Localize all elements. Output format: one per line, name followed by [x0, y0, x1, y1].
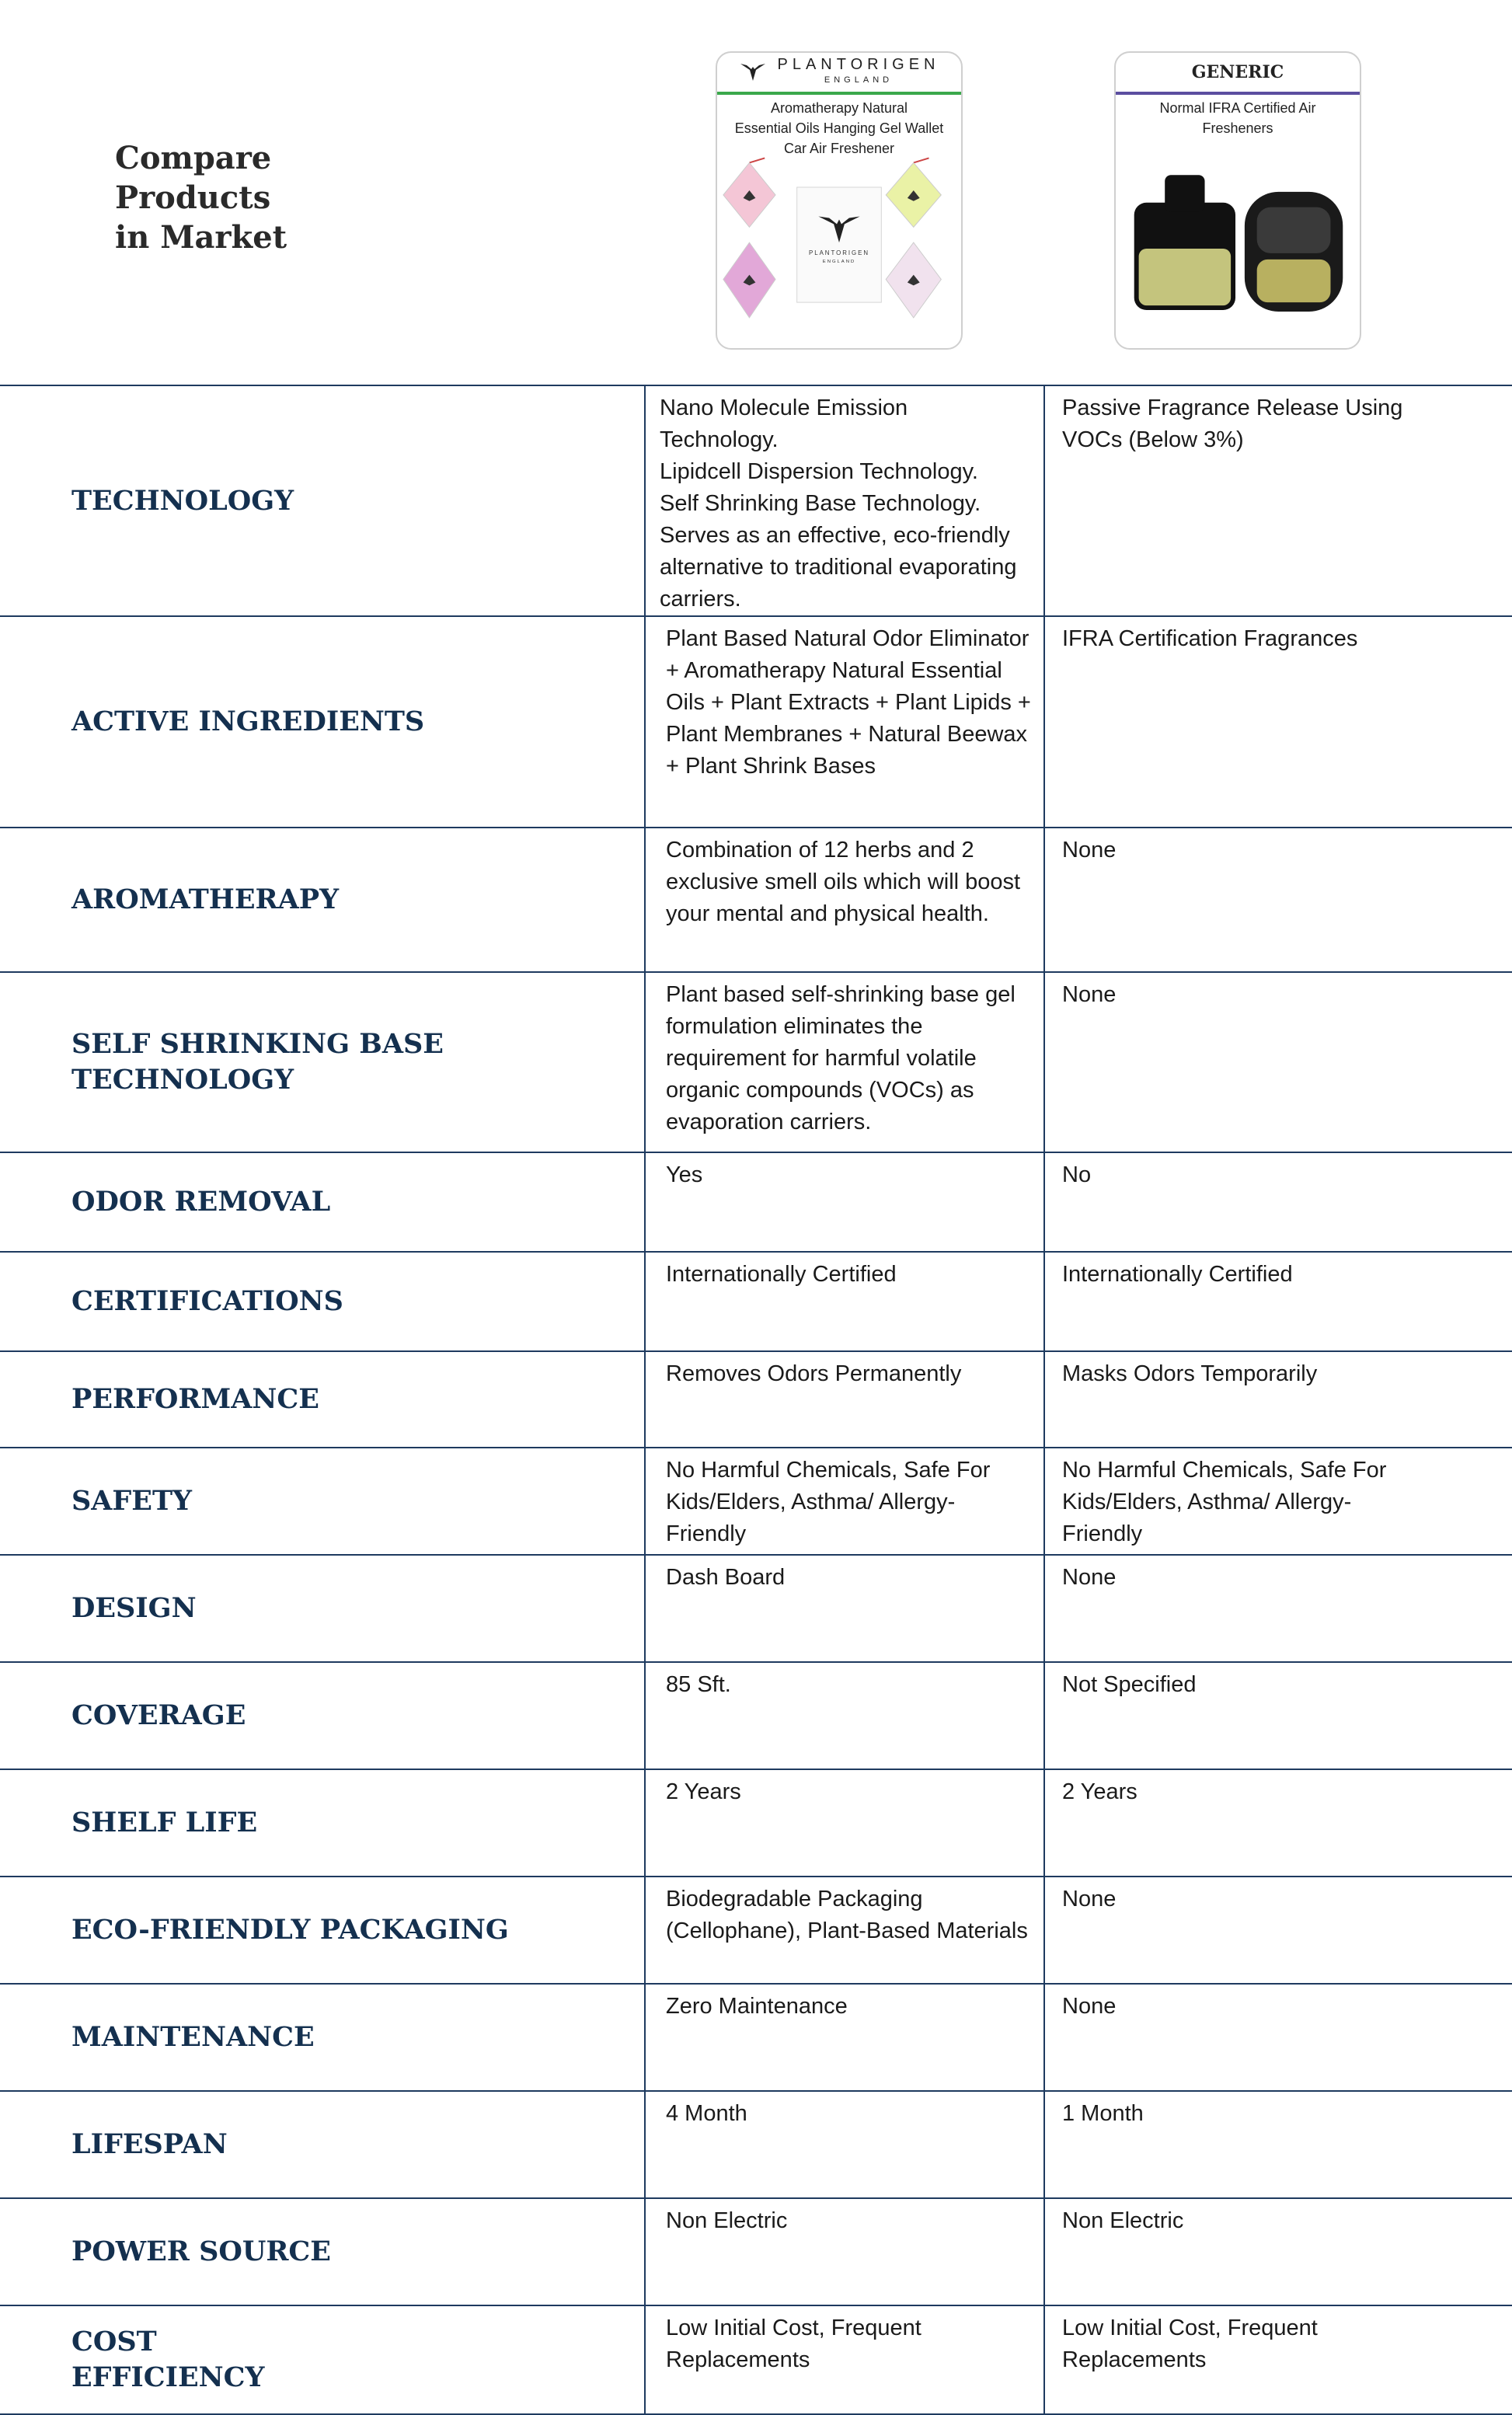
feature-label: ODOR REMOVAL	[0, 1152, 645, 1252]
table-row	[0, 1555, 1512, 1662]
plantorigen-brand-name: PLANTORIGEN	[777, 56, 940, 73]
generic-value: Low Initial Cost, Frequent Replacements	[1062, 2316, 1318, 2372]
generic-value: None	[1062, 1887, 1117, 1911]
generic-cell	[1044, 1984, 1512, 2091]
generic-value: IFRA Certification Fragrances	[1062, 626, 1358, 651]
plantorigen-product-card	[716, 51, 963, 350]
table-row	[0, 828, 1512, 972]
feature-label: ACTIVE INGREDIENTS	[0, 616, 645, 828]
car-diffuser-bottle-icon	[1134, 175, 1235, 310]
feature-label: CERTIFICATIONS	[0, 1252, 645, 1351]
plantorigen-value: Plant based self-shrinking base gel formulation eliminates the requirement for harmful volatile organic compounds (VOCs) as evaporation carriers.	[666, 982, 1016, 1134]
plantorigen-card-header	[717, 53, 961, 95]
plantorigen-brand-sub: ENGLAND	[824, 75, 894, 85]
plantorigen-cell	[645, 972, 1044, 1152]
plantorigen-value: Biodegradable Packaging (Cellophane), Plant-Based Materials	[666, 1887, 1028, 1943]
plantorigen-brand	[778, 57, 940, 88]
table-row	[0, 2198, 1512, 2305]
generic-value: None	[1062, 982, 1117, 1007]
plantorigen-value: Dash Board	[666, 1565, 786, 1590]
feature-label: COVERAGE	[0, 1662, 645, 1769]
page-title: Compare Products in Market	[115, 140, 287, 256]
hanging-gel-sachet-white-icon	[886, 242, 941, 318]
eagle-logo-icon	[739, 62, 767, 82]
plantorigen-value: Yes	[666, 1162, 703, 1187]
plantorigen-product-image	[717, 155, 961, 342]
plantorigen-value: 85 Sft.	[666, 1672, 731, 1697]
generic-cell	[1044, 385, 1512, 616]
plantorigen-value: 2 Years	[666, 1779, 741, 1804]
package-brand: PLANTORIGEN	[808, 249, 870, 256]
comparison-header	[0, 0, 1512, 384]
plantorigen-value: Zero Maintenance	[666, 1994, 848, 2019]
plantorigen-cell	[645, 1152, 1044, 1252]
plantorigen-cell	[645, 1984, 1044, 2091]
plantorigen-value: Non Electric	[666, 2208, 788, 2233]
plantorigen-cell	[645, 385, 1044, 616]
table-row	[0, 1769, 1512, 1877]
plantorigen-value: No Harmful Chemicals, Safe For Kids/Elders, Asthma/ Allergy- Friendly	[666, 1458, 991, 1546]
table-row	[0, 1662, 1512, 1769]
vent-clip-freshener-icon	[1245, 192, 1343, 312]
table-row	[0, 1351, 1512, 1448]
generic-cell	[1044, 1877, 1512, 1984]
plantorigen-cell	[645, 2198, 1044, 2305]
plantorigen-value: Nano Molecule Emission Technology. Lipidcell Dispersion Technology. Self Shrinking Base Technology. Serves as an effective, eco-friendly alternative to traditional evaporating carriers.	[660, 396, 1017, 612]
generic-cell	[1044, 1252, 1512, 1351]
table-row	[0, 616, 1512, 828]
feature-label: TECHNOLOGY	[0, 385, 645, 616]
plantorigen-value: Combination of 12 herbs and 2 exclusive smell oils which will boost your mental and physical health.	[666, 838, 1021, 926]
generic-product-card	[1114, 51, 1361, 350]
plantorigen-cell	[645, 2091, 1044, 2198]
table-row	[0, 1877, 1512, 1984]
table-row	[0, 1448, 1512, 1555]
table-row	[0, 385, 1512, 616]
table-row	[0, 1152, 1512, 1252]
package-brand-sub: ENGLAND	[822, 259, 856, 264]
hanging-gel-sachet-lavender-icon	[723, 242, 775, 318]
plantorigen-cell	[645, 1662, 1044, 1769]
plantorigen-cell	[645, 616, 1044, 828]
generic-cell	[1044, 1662, 1512, 1769]
feature-label: PERFORMANCE	[0, 1351, 645, 1448]
generic-value: None	[1062, 1994, 1117, 2019]
product-package-icon	[797, 187, 882, 302]
generic-value: Passive Fragrance Release Using VOCs (Below 3%)	[1062, 396, 1403, 452]
plantorigen-card-description: Aromatherapy Natural Essential Oils Hanging Gel Wallet Car Air Freshener	[734, 100, 944, 156]
table-row	[0, 1252, 1512, 1351]
feature-label: SELF SHRINKING BASE TECHNOLOGY	[0, 972, 645, 1152]
feature-label: DESIGN	[0, 1555, 645, 1662]
feature-label: LIFESPAN	[0, 2091, 645, 2198]
generic-product-image	[1116, 155, 1360, 342]
plantorigen-cell	[645, 1555, 1044, 1662]
generic-value: No	[1062, 1162, 1092, 1187]
generic-value: 2 Years	[1062, 1779, 1137, 1804]
generic-cell	[1044, 828, 1512, 972]
generic-card-description: Normal IFRA Certified Air Fresheners	[1159, 100, 1316, 136]
generic-brand-name: GENERIC	[1191, 62, 1284, 82]
generic-cell	[1044, 972, 1512, 1152]
feature-label: MAINTENANCE	[0, 1984, 645, 2091]
generic-cell	[1044, 1351, 1512, 1448]
table-row	[0, 1984, 1512, 2091]
generic-value: Non Electric	[1062, 2208, 1184, 2233]
generic-cell	[1044, 1152, 1512, 1252]
generic-cell	[1044, 1769, 1512, 1877]
hanging-gel-sachet-green-icon	[886, 158, 941, 227]
table-row	[0, 2305, 1512, 2414]
plantorigen-cell	[645, 1252, 1044, 1351]
comparison-table-body	[0, 385, 1512, 2414]
plantorigen-value: Removes Odors Permanently	[666, 1361, 962, 1386]
plantorigen-value: Low Initial Cost, Frequent Replacements	[666, 2316, 921, 2372]
table-row	[0, 2091, 1512, 2198]
generic-value: Masks Odors Temporarily	[1062, 1361, 1318, 1386]
feature-label: ECO-FRIENDLY PACKAGING	[0, 1877, 645, 1984]
comparison-table	[0, 385, 1512, 2415]
generic-cell	[1044, 2198, 1512, 2305]
table-row	[0, 972, 1512, 1152]
plantorigen-value: Internationally Certified	[666, 1262, 897, 1287]
plantorigen-cell	[645, 1877, 1044, 1984]
plantorigen-cell	[645, 2305, 1044, 2414]
generic-value: None	[1062, 1565, 1117, 1590]
generic-cell	[1044, 2305, 1512, 2414]
plantorigen-cell	[645, 1351, 1044, 1448]
generic-value: 1 Month	[1062, 2101, 1144, 2126]
generic-value: Not Specified	[1062, 1672, 1197, 1697]
hanging-gel-sachet-pink-icon	[723, 158, 775, 227]
generic-value: No Harmful Chemicals, Safe For Kids/Elders, Asthma/ Allergy- Friendly	[1062, 1458, 1387, 1546]
generic-cell	[1044, 2091, 1512, 2198]
plantorigen-cell	[645, 1769, 1044, 1877]
generic-cell	[1044, 1448, 1512, 1555]
generic-cell	[1044, 1555, 1512, 1662]
feature-label: SAFETY	[0, 1448, 645, 1555]
feature-label: AROMATHERAPY	[0, 828, 645, 972]
feature-label: POWER SOURCE	[0, 2198, 645, 2305]
plantorigen-cell	[645, 1448, 1044, 1555]
plantorigen-value: 4 Month	[666, 2101, 747, 2126]
feature-label: SHELF LIFE	[0, 1769, 645, 1877]
generic-cell	[1044, 616, 1512, 828]
generic-card-header	[1116, 53, 1360, 95]
plantorigen-cell	[645, 828, 1044, 972]
generic-value: None	[1062, 838, 1117, 862]
feature-label: COST EFFICIENCY	[0, 2305, 645, 2414]
plantorigen-value: Plant Based Natural Odor Eliminator + Aromatherapy Natural Essential Oils + Plant Extracts + Plant Lipids + Plant Membranes + Natural Beewax + Plant Shrink Bases	[666, 626, 1031, 779]
generic-value: Internationally Certified	[1062, 1262, 1293, 1287]
